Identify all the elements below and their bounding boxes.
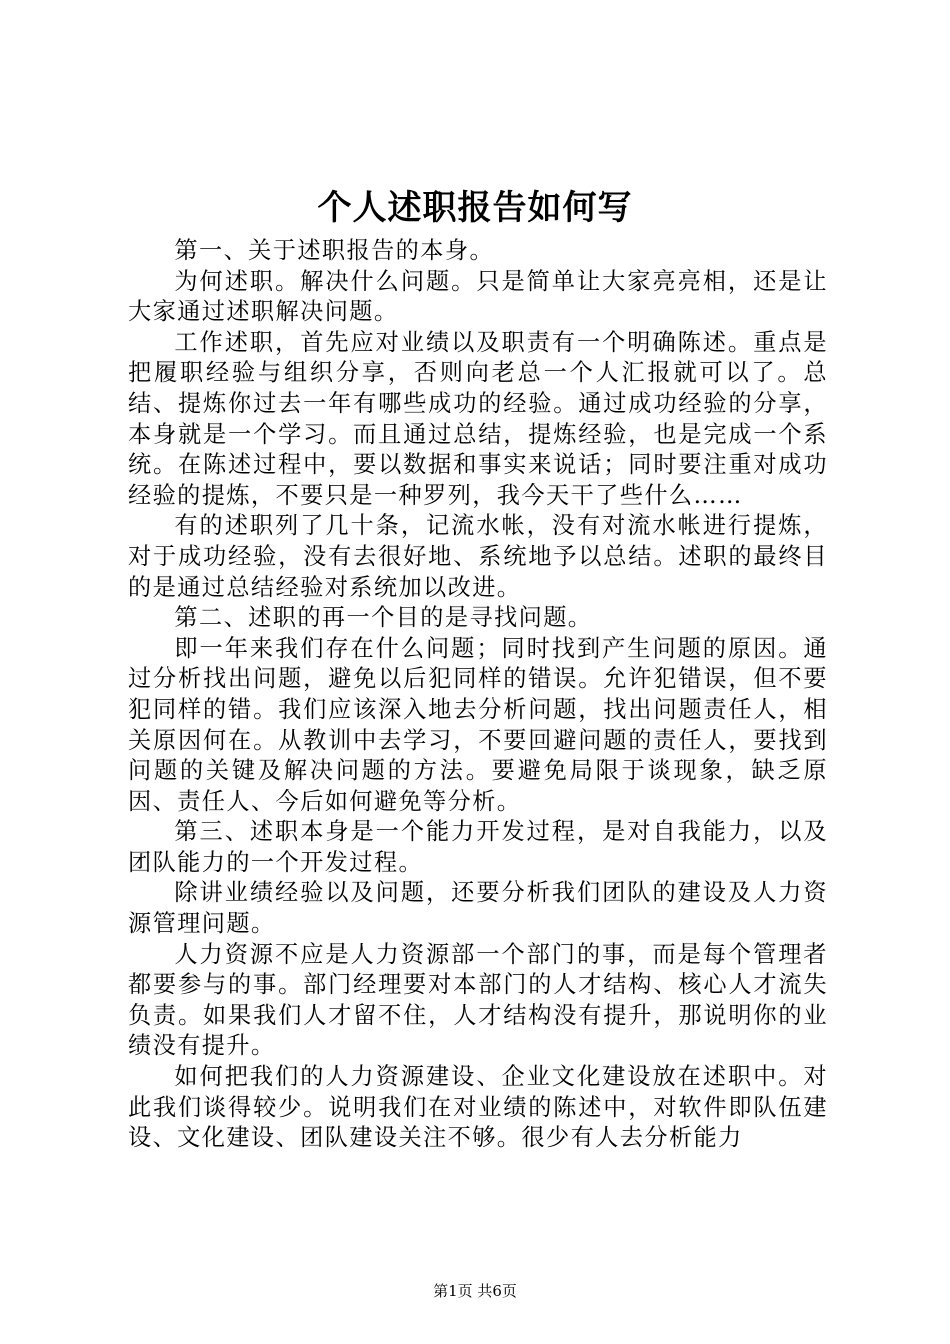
paragraph: 即一年来我们存在什么问题；同时找到产生问题的原因。通过分析找出问题，避免以后犯同样的错误。允许犯错误，但不要犯同样的错。我们应该深入地去分析问题，找出问题责任人，相关原因何在。从教训中去学习，不要回避问题的责任人，要找到问题的关键及解决问题的方法。要避免局限于谈现象，缺乏原因、责任人、今后如何避免等分析。 bbox=[128, 634, 828, 815]
paragraph: 如何把我们的人力资源建设、企业文化建设放在述职中。对此我们谈得较少。说明我们在对业绩的陈述中，对软件即队伍建设、文化建设、团队建设关注不够。很少有人去分析能力 bbox=[128, 1063, 828, 1152]
paragraph: 人力资源不应是人力资源部一个部门的事，而是每个管理者都要参与的事。部门经理要对本部门的人才结构、核心人才流失负责。如果我们人才留不住，人才结构没有提升，那说明你的业绩没有提升。 bbox=[128, 940, 828, 1060]
paragraph: 有的述职列了几十条，记流水帐，没有对流水帐进行提炼，对于成功经验，没有去很好地、系统地予以总结。述职的最终目的是通过总结经验对系统加以改进。 bbox=[128, 512, 828, 601]
paragraph: 第一、关于述职报告的本身。 bbox=[174, 237, 495, 264]
paragraph: 第二、述职的再一个目的是寻找问题。 bbox=[174, 604, 593, 632]
page-number-footer: 第1页 共6页 bbox=[433, 1282, 517, 1300]
paragraph: 为何述职。解决什么问题。只是简单让大家亮亮相，还是让大家通过述职解决问题。 bbox=[128, 267, 828, 326]
paragraph: 工作述职，首先应对业绩以及职责有一个明确陈述。重点是把履职经验与组织分享，否则向老总一个人汇报就可以了。总结、提炼你过去一年有哪些成功的经验。通过成功经验的分享，本身就是一个学习。而且通过总结，提炼经验，也是完成一个系统。在陈述过程中，要以数据和事实来说话；同时要注重对成功经验的提炼，不要只是一种罗列，我今天干了些什么…… bbox=[128, 328, 828, 509]
document-body bbox=[128, 236, 828, 1154]
paragraph: 第三、述职本身是一个能力开发过程，是对自我能力，以及团队能力的一个开发过程。 bbox=[128, 818, 828, 876]
document-title: 个人述职报告如何写 bbox=[317, 188, 633, 228]
paragraph: 除讲业绩经验以及问题，还要分析我们团队的建设及人力资源管理问题。 bbox=[128, 879, 828, 938]
